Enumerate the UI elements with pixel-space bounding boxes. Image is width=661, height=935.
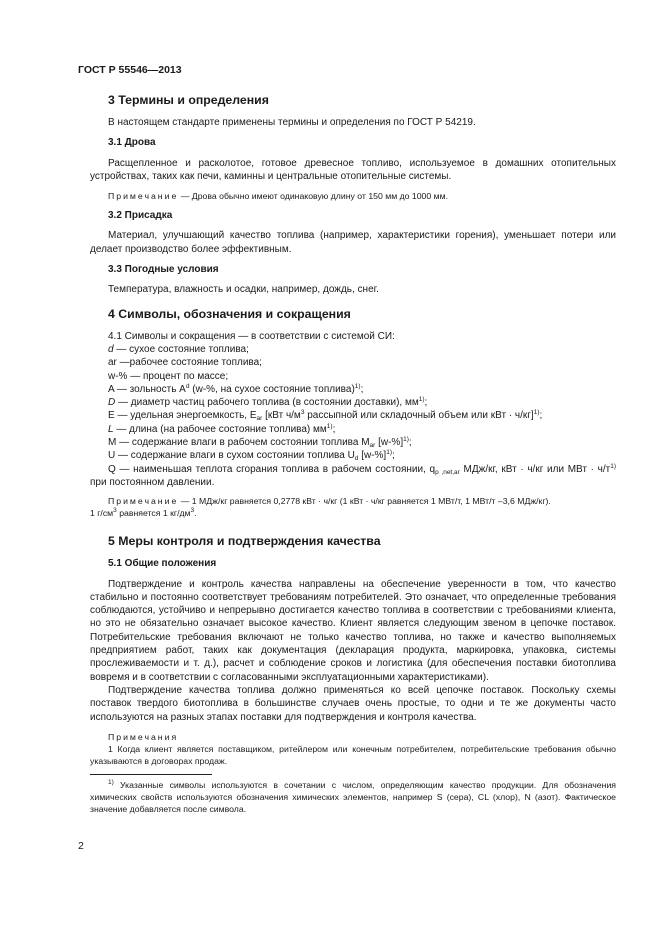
term-3-3-text: Температура, влажность и осадки, например, дождь, снег. xyxy=(108,284,379,296)
symbols-list xyxy=(90,330,616,490)
symbol-l: L — длина (на рабочее состояние топлива) $мм^{1)}$; xyxy=(108,422,336,435)
footnote-divider xyxy=(90,774,212,775)
section-3-title: 3 Термины и определения xyxy=(108,93,269,107)
symbol-e: E — удельная энергоемкость, $E_{ar}$ [кВт $ч/м^3$ рассыпной или складочный объем или кВт · ч/кг]$^{1)}$; xyxy=(108,409,543,423)
standard-header: ГОСТ Р 55546—2013 xyxy=(78,64,182,76)
footnote: $^{1)}$ Указанные символы используются в сочетании с числом, определяющим качество продукции. Для обозначения химических свойств используются обозначения химических элементов, например S (сера), CL (хлор), N (азот). Фактическое значение добавляется после символа. xyxy=(90,778,616,814)
note-text: — 1 МДж/кг равняется 0,2778 кВт · ч/кг (1 кВт · ч/кг равняется 1 МВт/т, 1 МВт/т –3,6 МДж/кг). xyxy=(178,496,551,507)
symbol-m: М — содержание влаги в рабочем состоянии топлива $M_{ar}$ $[w-\%]^{1)}$; xyxy=(108,436,412,450)
symbol-a: A — зольность $A^d$ (w-%, на сухое состояние топлива)$^{1)}$; xyxy=(108,382,364,395)
notes-label: Примечания xyxy=(108,731,179,742)
section-5-1-paragraph-1: Подтверждение и контроль качества направлены на обеспечение уверенности в том, что качество стабильно и постоянно соответствует требованиям потребителей. Это означает, что определенные требования соблюдаются, устойчиво и непрерывно достигается качество топлива в соответствии с требованиями клиента, но это не обязательно означает высокое качество. Клиент является следующим звеном в цепочке поставок. Потребительские требования включают не только качество топлива, но также и качество выполняемых предприятием работ, таких как документация (декларация продукта, маркировка, упаковка, системы прослеживаемости и т. д.), расчет и соблюдение сроков и логистика (для обеспечения поставки биотоплива вовремя и в соответствии с согласованными эксплуатационными характеристиками). xyxy=(90,578,616,683)
term-3-1-title: 3.1 Дрова xyxy=(108,137,156,149)
section-5-1-paragraph-2: Подтверждение качества топлива должно применяться ко всей цепочке поставок. Поскольку схемы поставок твердого биотоплива в большинстве случаев очень простые, то одни и те же документы часто используются на разных этапах поставки для подтверждения и контроля качества. xyxy=(90,684,616,723)
symbol-q: Q — наименьшая теплота сгорания топлива в рабочем состоянии, $q_{p ,net,ar}$ МДж/кг, кВт · ч/кг или МВт · $ч/т^{1)}$ при постоянном давлении. xyxy=(90,462,617,488)
term-3-2-text: Материал, улучшающий качество топлива (например, характеристики горения), уменьшает потери или делает производство более эффективным. xyxy=(90,230,616,255)
section-4-title: 4 Символы, обозначения и сокращения xyxy=(108,306,351,321)
term-3-1-note xyxy=(90,190,616,202)
term-3-1-text: Расщепленное и расколотое, готовое древесное топливо, используемое в домашних отопительных устройствах, таких как печи, каминны и центральные отопительные системы. xyxy=(90,157,616,182)
symbols-intro: 4.1 Символы и сокращения — в соответствии с системой СИ: xyxy=(108,330,395,342)
symbol-u: U — содержание влаги в сухом состоянии топлива $U_d$ $[w-\%]^{1)}$; xyxy=(108,449,395,463)
section-5-title: 5 Меры контроля и подтверждения качества xyxy=(108,534,381,549)
symbol-ar: ar —рабочее состояние топлива; xyxy=(108,357,262,369)
note-text: — Дрова обычно имеют одинаковую длину от 150 мм до 1000 мм. xyxy=(178,191,448,202)
section-4-note-cont: 1 $г/см^3$ равняется 1 $кг/дм^3$. xyxy=(90,507,197,519)
page-content xyxy=(90,93,616,815)
section-4-note xyxy=(90,495,616,507)
section-3-intro: В настоящем стандарте применены термины и определения по ГОСТ Р 54219. xyxy=(108,117,476,128)
term-3-2-title: 3.2 Присадка xyxy=(108,210,173,222)
page-number: 2 xyxy=(78,840,84,852)
section-5-1-title: 5.1 Общие положения xyxy=(108,558,217,570)
note-label: Примечание xyxy=(108,496,179,507)
symbol-d: d — сухое состояние топлива; xyxy=(108,343,249,355)
symbol-d-diameter: D — диаметр частиц рабочего топлива (в состоянии доставки), $мм^{1)}$; xyxy=(108,396,428,409)
note-label: Примечание xyxy=(108,191,179,202)
term-3-3-title: 3.3 Погодные условия xyxy=(108,264,219,276)
note-1: 1 Когда клиент является поставщиком, ритейлером или конечным потребителем, потребительские требования обычно указываются в договорах продаж. xyxy=(90,743,616,766)
symbol-w: w-% — процент по массе; xyxy=(108,370,229,382)
